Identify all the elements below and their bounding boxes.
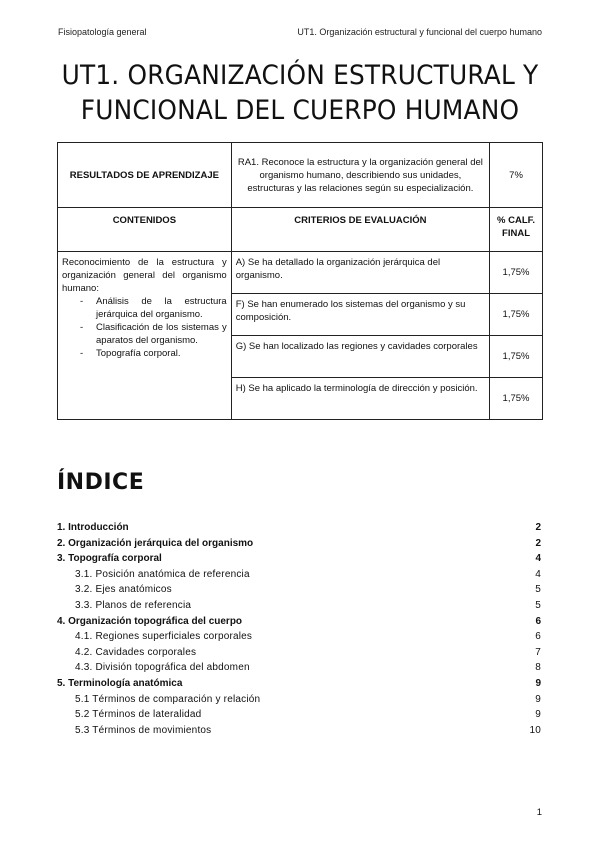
toc-entry-page: 4 — [535, 553, 541, 565]
contenidos-cell — [58, 252, 232, 420]
toc-entry-label: 4. Organización topográfica del cuerpo — [57, 615, 243, 627]
toc-entry[interactable] — [57, 645, 543, 661]
toc-entry-page: 9 — [535, 693, 541, 705]
toc-entry-label: 5.3 Términos de movimientos — [75, 724, 212, 736]
criterion-text: F) Se han enumerado los sistemas del organismo y su composición. — [231, 294, 489, 336]
criterion-text: A) Se ha detallado la organización jerárquica del organismo. — [231, 252, 489, 294]
toc-entry-page: 4 — [535, 568, 541, 580]
ra-pct: 7% — [490, 143, 543, 208]
header-right: UT1. Organización estructural y funcional del cuerpo humano — [297, 27, 542, 37]
toc-entry-label: 5.2 Términos de lateralidad — [75, 709, 202, 721]
toc-entry[interactable] — [57, 520, 543, 536]
criterion-text: G) Se han localizado las regiones y cavidades corporales — [231, 336, 489, 378]
toc-entry-page: 5 — [535, 584, 541, 596]
toc-entry-page: 7 — [535, 646, 541, 658]
toc-entry-label: 2. Organización jerárquica del organismo — [57, 537, 254, 549]
list-item: - Análisis de la estructura jerárquica del organismo. — [96, 295, 227, 321]
list-item: - Clasificación de los sistemas y aparatos del organismo. — [96, 321, 227, 347]
toc-entry[interactable] — [57, 660, 543, 676]
toc-entry[interactable] — [57, 582, 543, 598]
criterion-pct: 1,75% — [490, 294, 543, 336]
ra-label: RESULTADOS DE APRENDIZAJE — [58, 143, 232, 208]
table-of-contents — [57, 520, 543, 738]
toc-entry-label: 3.1. Posición anatómica de referencia — [75, 568, 250, 580]
toc-entry-label: 4.2. Cavidades corporales — [75, 646, 197, 658]
toc-entry-label: 3.3. Planos de referencia — [75, 599, 192, 611]
toc-entry-page: 2 — [535, 522, 541, 533]
col-calf: % CALF. FINAL — [490, 208, 543, 252]
criterion-row — [58, 252, 543, 294]
header-left: Fisiopatología general — [58, 27, 147, 37]
toc-entry-page: 8 — [535, 662, 541, 674]
toc-entry-label: 3. Topografía corporal — [57, 553, 162, 565]
criterion-pct: 1,75% — [490, 378, 543, 420]
toc-entry-label: 1. Introducción — [57, 522, 129, 533]
toc-entry[interactable] — [57, 629, 543, 645]
page-title — [61, 58, 539, 128]
toc-entry[interactable] — [57, 598, 543, 614]
toc-entry-page: 6 — [535, 631, 541, 643]
toc-entry-page: 9 — [535, 709, 541, 721]
header-row — [58, 208, 543, 252]
title-line-2: FUNCIONAL DEL CUERPO HUMANO — [80, 95, 520, 126]
toc-entry[interactable] — [57, 676, 543, 692]
col-criterios: CRITERIOS DE EVALUACIÓN — [231, 208, 489, 252]
toc-entry-page: 5 — [535, 599, 541, 611]
criterion-pct: 1,75% — [490, 336, 543, 378]
toc-entry[interactable] — [57, 707, 543, 723]
toc-entry-label: 3.2. Ejes anatómicos — [75, 584, 172, 596]
toc-entry[interactable] — [57, 551, 543, 567]
contenidos-list — [62, 295, 227, 360]
toc-entry[interactable] — [57, 536, 543, 552]
col-contenidos: CONTENIDOS — [58, 208, 232, 252]
toc-entry-page: 10 — [529, 724, 541, 736]
index-title: ÍNDICE — [57, 470, 145, 495]
criterion-pct: 1,75% — [490, 252, 543, 294]
list-item: - Topografía corporal. — [96, 347, 227, 360]
title-line-1: UT1. ORGANIZACIÓN ESTRUCTURAL Y — [61, 60, 539, 91]
toc-entry[interactable] — [57, 614, 543, 630]
criterion-text: H) Se ha aplicado la terminología de dirección y posición. — [231, 378, 489, 420]
toc-entry-page: 2 — [535, 537, 541, 549]
contenidos-intro: Reconocimiento de la estructura y organización general del organismo humano: — [62, 257, 227, 294]
toc-entry-page: 9 — [535, 677, 541, 689]
learning-outcomes-table — [57, 142, 543, 420]
running-header — [58, 27, 542, 37]
toc-entry-label: 5. Terminología anatómica — [57, 677, 183, 689]
toc-entry[interactable] — [57, 692, 543, 708]
toc-entry-label: 5.1 Términos de comparación y relación — [75, 693, 261, 705]
toc-entry-label: 4.3. División topográfica del abdomen — [75, 662, 250, 674]
toc-entry-label: 4.1. Regiones superficiales corporales — [75, 631, 253, 643]
ra-text: RA1. Reconoce la estructura y la organización general del organismo humano, describiendo sus unidades, estructuras y las relaciones según su especialización. — [231, 143, 489, 208]
ra-row — [58, 143, 543, 208]
page-number: 1 — [536, 807, 542, 818]
toc-entry-page: 6 — [535, 615, 541, 627]
toc-entry[interactable] — [57, 723, 543, 739]
toc-entry[interactable] — [57, 567, 543, 583]
